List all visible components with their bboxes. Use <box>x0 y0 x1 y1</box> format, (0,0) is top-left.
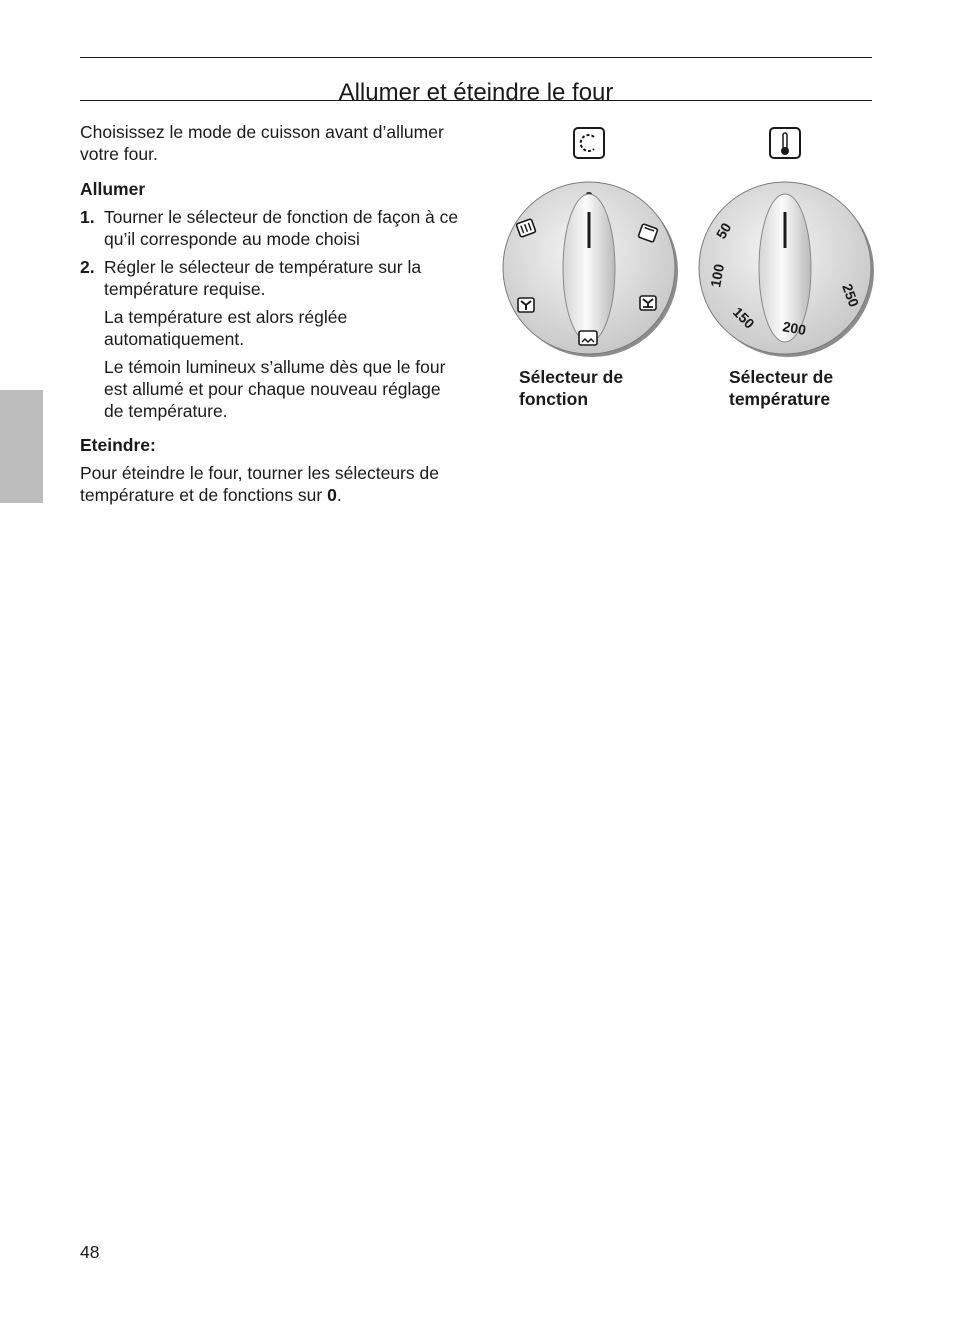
temp-label-150: 150 <box>729 303 758 332</box>
fan-mode-icon <box>518 298 534 312</box>
eteindre-text-end: . <box>336 485 342 505</box>
temp-label-200: 200 <box>781 318 808 339</box>
knob-indicator <box>588 212 591 248</box>
function-caption <box>519 366 679 410</box>
page-number: 48 <box>80 1242 100 1262</box>
intro-text: Choisissez le mode de cuisson avant d’allumer votre four. <box>80 122 444 164</box>
step-2 <box>80 256 460 300</box>
step-number: 2. <box>80 257 95 277</box>
page-title: Allumer et éteindre le four <box>338 79 614 107</box>
caption-line: température <box>729 389 831 409</box>
step-1 <box>80 206 460 250</box>
chapter-tab <box>0 390 43 503</box>
bottom-heat-icon <box>579 331 597 345</box>
step-text: Tourner le sélecteur de fonction de façon à ce qu’il corresponde au mode choisi <box>104 207 459 249</box>
note-text: Le témoin lumineux s’allume dès que le four est allumé et pour chaque nouveau réglage de température. <box>104 357 446 421</box>
function-knob[interactable] <box>503 182 678 357</box>
knob-indicator <box>784 212 787 248</box>
temp-label-250: 250 <box>839 281 863 309</box>
fan-grill-icon <box>640 296 656 310</box>
title-underline <box>80 100 872 101</box>
allumer-heading: Allumer <box>80 179 146 199</box>
knobs-illustration <box>490 118 890 378</box>
eteindre-text <box>80 462 460 506</box>
temperature-caption <box>729 366 889 410</box>
caption-line: fonction <box>519 389 589 409</box>
temperature-knob[interactable] <box>699 182 874 357</box>
eteindre-text-main: Pour éteindre le four, tourner les sélecteurs de température et de fonctions sur <box>80 463 439 505</box>
step-text: Régler le sélecteur de température sur la température requise. <box>104 257 422 299</box>
step-number: 1. <box>80 207 95 227</box>
knobs-figure <box>490 118 890 418</box>
caption-line: Sélecteur de <box>729 367 834 387</box>
thermometer-icon <box>770 128 800 158</box>
top-rule <box>80 57 872 58</box>
temp-label-50: 50 <box>712 220 735 242</box>
caption-line: Sélecteur de <box>519 367 624 387</box>
temp-label-100: 100 <box>707 262 728 289</box>
eteindre-zero-value: 0 <box>327 485 337 505</box>
note-text: La température est alors réglée automatiquement. <box>104 307 348 349</box>
fan-circle-icon <box>574 128 604 158</box>
text-column <box>80 121 460 506</box>
eteindre-heading: Eteindre: <box>80 435 156 455</box>
